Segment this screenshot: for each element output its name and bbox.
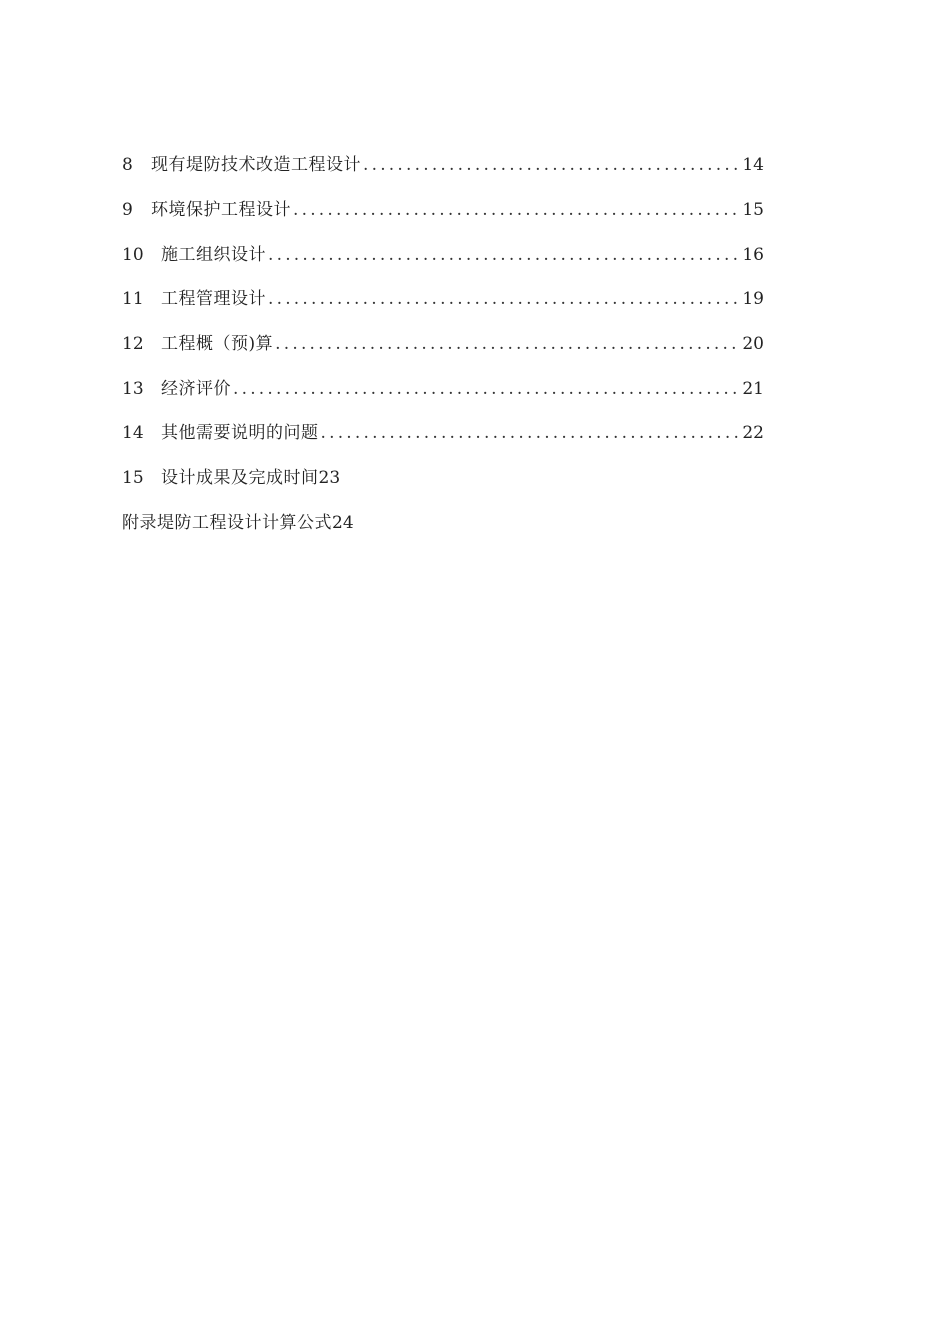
toc-entry-page: 24 <box>332 512 354 533</box>
dot-leader <box>363 154 740 176</box>
toc-entry-number: 11 <box>122 289 144 310</box>
toc-entry-page: 23 <box>318 468 341 489</box>
toc-entry-title: 环境保护工程设计 <box>151 200 291 221</box>
toc-entry-title: 工程概（预)算 <box>161 334 274 355</box>
toc-entry-title: 设计成果及完成时间 <box>161 468 319 489</box>
toc-entry-13[interactable] <box>122 366 764 411</box>
dot-leader <box>268 244 740 266</box>
toc-entry-appendix[interactable] <box>122 501 764 546</box>
toc-entry-title: 现有堤防技术改造工程设计 <box>151 155 361 176</box>
dot-leader <box>293 199 740 221</box>
toc-entry-15[interactable] <box>122 456 764 501</box>
toc-entry-page: 15 <box>742 200 764 221</box>
table-of-contents <box>122 143 764 545</box>
toc-entry-number: 9 <box>122 200 133 221</box>
toc-entry-number: 15 <box>122 468 144 489</box>
toc-entry-12[interactable] <box>122 322 764 367</box>
dot-leader <box>321 422 741 444</box>
toc-entry-11[interactable] <box>122 277 764 322</box>
toc-entry-page: 19 <box>742 289 764 310</box>
toc-entry-title: 其他需要说明的问题 <box>161 423 319 444</box>
toc-entry-number: 14 <box>122 423 144 444</box>
toc-entry-number: 13 <box>122 378 144 399</box>
toc-entry-8[interactable] <box>122 143 764 188</box>
toc-entry-number: 8 <box>122 155 133 176</box>
toc-entry-9[interactable] <box>122 188 764 233</box>
toc-entry-page: 16 <box>742 244 764 265</box>
dot-leader <box>268 288 740 310</box>
toc-entry-number: 10 <box>122 244 144 265</box>
toc-entry-title: 经济评价 <box>161 378 231 399</box>
toc-entry-14[interactable] <box>122 411 764 456</box>
dot-leader <box>233 378 740 400</box>
toc-entry-title: 附录堤防工程设计计算公式 <box>122 512 332 533</box>
toc-entry-title: 工程管理设计 <box>161 289 266 310</box>
toc-entry-page: 21 <box>742 378 764 399</box>
toc-entry-page: 20 <box>742 334 764 355</box>
toc-entry-10[interactable] <box>122 232 764 277</box>
toc-entry-number: 12 <box>122 334 144 355</box>
toc-entry-page: 22 <box>742 423 764 444</box>
toc-entry-title: 施工组织设计 <box>161 244 266 265</box>
dot-leader <box>275 333 740 355</box>
toc-entry-page: 14 <box>742 155 764 176</box>
